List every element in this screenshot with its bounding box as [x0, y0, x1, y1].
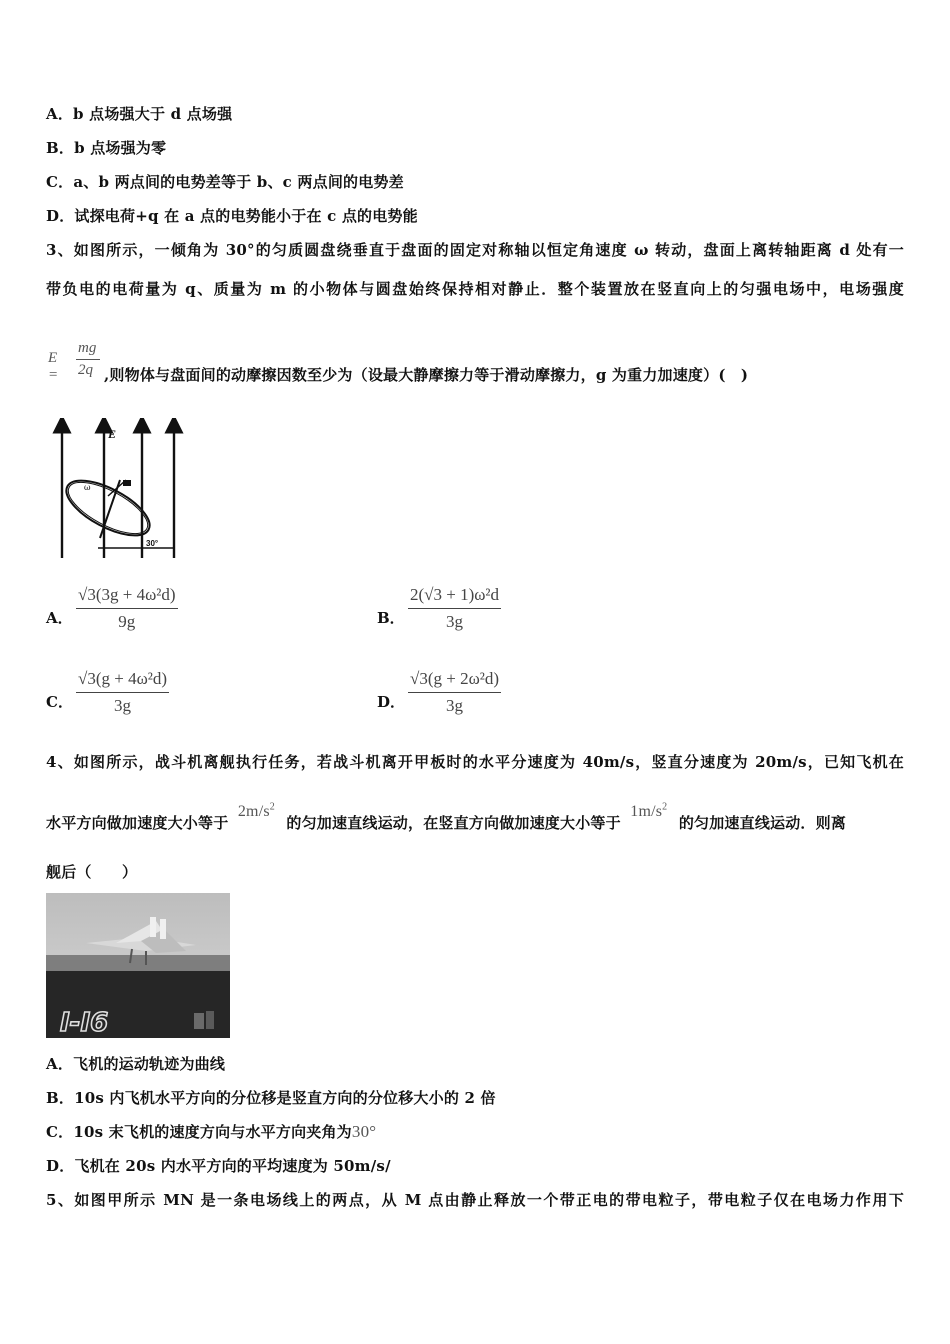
q3-option-c-formula [76, 669, 169, 716]
q4-unit1: 2m/s [237, 803, 270, 820]
q4-option-b: B．10s 内飞机水平方向的分位移是竖直方向的分位移大小的 2 倍 [46, 1089, 496, 1107]
q4-unit2: 1m/s [630, 803, 663, 820]
q5-stem-line1: 5、如图甲所示 MN 是一条电场线上的两点，从 M 点由静止释放一个带正电的带电粒子，带电粒子仅在电场力作用下 [46, 1191, 904, 1209]
q4-accel-horizontal: $2m/s^2$ [237, 801, 275, 820]
svg-text:ω: ω [84, 483, 91, 492]
angle-label: 30° [146, 539, 159, 548]
q4-stem-line2 [46, 801, 847, 833]
formula-numerator: mg [78, 340, 97, 356]
deck-marking: I-I6 [60, 1008, 109, 1038]
q4-text-c: 的匀加速直线运动．则离 [678, 814, 847, 832]
q4-option-c-angle: 30° [351, 1122, 377, 1141]
q4-option-a: A．飞机的运动轨迹为曲线 [46, 1055, 226, 1073]
q3-option-a-formula [76, 585, 178, 632]
q2-option-c: C．a、b 两点间的电势差等于 b、c 两点间的电势差 [46, 173, 404, 191]
q3-option-d-numerator: √3(g + 2ω²d) [408, 669, 501, 693]
q2-option-a: A．b 点场强大于 d 点场强 [46, 105, 233, 123]
q3-option-a-denominator: 9g [118, 612, 136, 631]
q3-option-d-label: D． [377, 693, 406, 711]
q3-stem-line3: ,则物体与盘面间的动摩擦因数至少为（设最大静摩擦力等于滑动摩擦力，g 为重力加速度）( ) [104, 366, 749, 384]
q4-option-c [46, 1121, 376, 1142]
q2-option-b: B．b 点场强为零 [46, 139, 167, 157]
q3-option-a-label: A． [46, 609, 73, 627]
q3-stem-line1: 3、如图所示，一倾角为 30°的匀质圆盘绕垂直于盘面的固定对称轴以恒定角速度 ω 转动，盘面上离转轴距离 d 处有一 [46, 241, 904, 259]
q3-option-a-numerator: √3(3g + 4ω²d) [76, 585, 178, 609]
q3-option-d-denominator: 3g [446, 696, 464, 715]
q4-stem-line3: 舰后（ ） [46, 863, 138, 881]
q3-option-b-label: B． [377, 609, 405, 627]
q3-option-d-formula [408, 669, 501, 716]
q4-option-d: D．飞机在 20s 内水平方向的平均速度为 50m/s/ [46, 1157, 391, 1175]
q4-option-c-text: C．10s 末飞机的速度方向与水平方向夹角为 [46, 1123, 352, 1141]
q3-option-b-numerator: 2(√3 + 1)ω²d [408, 585, 501, 609]
q3-option-c-label: C． [46, 693, 73, 711]
q3-option-b-formula [408, 585, 501, 632]
q4-stem-line1: 4、如图所示，战斗机离舰执行任务，若战斗机离开甲板时的水平分速度为 40m/s，竖直分速度为 20m/s，已知飞机在 [46, 753, 904, 771]
field-label-e: E [108, 427, 117, 441]
q4-text-b: 的匀加速直线运动，在竖直方向做加速度大小等于 [286, 814, 621, 832]
q3-option-c-numerator: √3(g + 4ω²d) [76, 669, 169, 693]
formula-lhs: E = [48, 350, 59, 383]
fighter-jet-photo [46, 893, 230, 1038]
q4-text-a: 水平方向做加速度大小等于 [46, 814, 229, 832]
q3-option-c-denominator: 3g [114, 696, 132, 715]
q2-option-d: D．试探电荷+q 在 a 点的电势能小于在 c 点的电势能 [46, 207, 418, 225]
q4-accel-vertical: $1m/s^2$ [630, 801, 668, 820]
formula-denominator: 2q [78, 362, 93, 378]
q3-stem-line2: 带负电的电荷量为 q、质量为 m 的小物体与圆盘始终保持相对静止．整个装置放在竖直向上的匀强电场中，电场强度 [46, 280, 904, 298]
q3-disk-figure [48, 418, 188, 563]
q3-option-b-denominator: 3g [446, 612, 464, 631]
